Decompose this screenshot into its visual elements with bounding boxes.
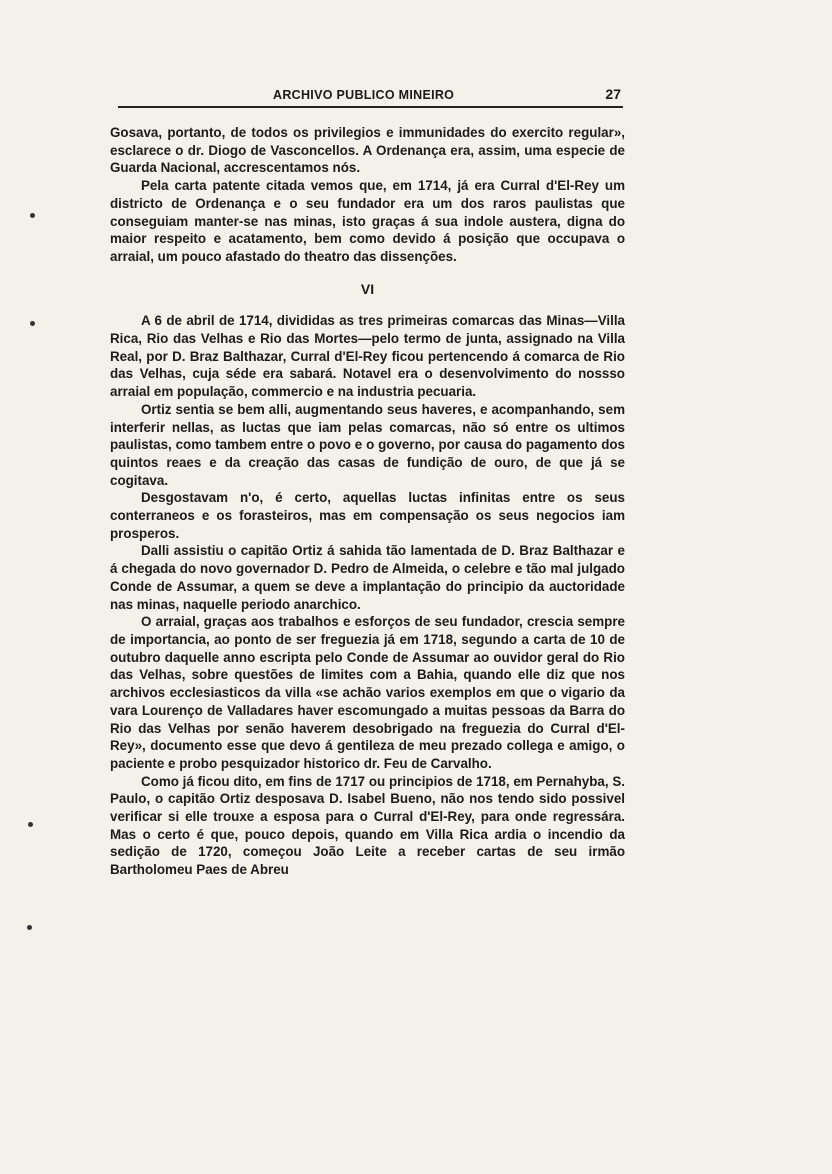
paragraph: Desgostavam n'o, é certo, aquellas luctas infinitas entre os seus conterraneos e os forasteiros, mas em compensação os seus negocios iam prosperos.: [110, 490, 625, 541]
section-heading: VI: [360, 280, 375, 297]
header-rule: [118, 106, 623, 108]
margin-dot: [27, 925, 32, 930]
paragraph: Pela carta patente citada vemos que, em 1714, já era Curral d'El-Rey um districto de Ordenança e o seu fundador era um dos raros paulistas que conseguiam manter-se nas minas, isto graças á sua indole austera, digna do maior respeito e acatamento, bem como devido á posição que occupava o arraial, um pouco afastado do theatro das dissenções.: [110, 178, 625, 264]
running-title: ARCHIVO PUBLICO MINEIRO: [273, 88, 455, 102]
page-number: 27: [605, 86, 621, 102]
paragraph: O arraial, graças aos trabalhos e esforços de seu fundador, crescia sempre de importancia, ao ponto de ser freguezia já em 1718, segundo a carta de 10 de outubro daquelle anno escripta pelo Conde de Assumar ao ouvidor geral do Rio das Velhas, sobre questões de limites com a Bahia, quando elle diz que nos archivos ecclesiasticos da villa «se achão varios exemplos em que o vigario da vara Lourenço de Valladares haver escomungado a muitas pessoas da Barra do Rio das Velhas por senão haverem desobrigado na freguezia do Curral d'El-Rey», documento esse que devo á gentileza de meu prezado collega e amigo, o paciente e probo pesquizador historico dr. Feu de Carvalho.: [110, 614, 625, 771]
body-text: [110, 124, 625, 879]
page-header: [118, 86, 623, 106]
paragraph: Gosava, portanto, de todos os privilegios e immunidades do exercito regular», esclarece o dr. Diogo de Vasconcellos. A Ordenança era, assim, uma especie de Guarda Nacional, accrescentamos nós.: [110, 125, 625, 176]
paragraph: A 6 de abril de 1714, divididas as tres primeiras comarcas das Minas—Villa Rica, Rio das Velhas e Rio das Mortes—pelo termo de junta, assignado na Villa Real, por D. Braz Balthazar, Curral d'El-Rey ficou pertencendo á comarca de Rio das Velhas, cuja séde era sabará. Notavel era o desenvolvimento do nossso arraial em população, commercio e na industria pecuaria.: [110, 313, 625, 400]
margin-dot: [30, 321, 35, 326]
margin-dot: [30, 213, 35, 218]
paragraph: Dalli assistiu o capitão Ortiz á sahida tão lamentada de D. Braz Balthazar e á chegada do novo governador D. Pedro de Almeida, o celebre e tão mal julgado Conde de Assumar, a quem se deve a implantação do principio da auctoridade nas minas, naquelle periodo anarchico.: [110, 543, 625, 612]
paragraph: Como já ficou dito, em fins de 1717 ou principios de 1718, em Pernahyba, S. Paulo, o capitão Ortiz desposava D. Isabel Bueno, não nos tendo sido possivel verificar si elle trouxe a esposa para o Curral d'El-Rey, para onde regressára. Mas o certo é que, pouco depois, quando em Villa Rica ardia o incendio da sedição de 1720, começou João Leite a receber cartas de seu irmão Bartholomeu Paes de Abreu: [110, 773, 625, 878]
paragraph: Ortiz sentia se bem alli, augmentando seus haveres, e acompanhando, sem interferir nellas, as luctas que iam pelas comarcas, não só entre os ultimos paulistas, como tambem entre o povo e o governo, por causa do pagamento dos quintos reaes e da creação das casas de fundição de ouro, de que já se cogitava.: [110, 401, 625, 488]
margin-dot: [28, 822, 33, 827]
